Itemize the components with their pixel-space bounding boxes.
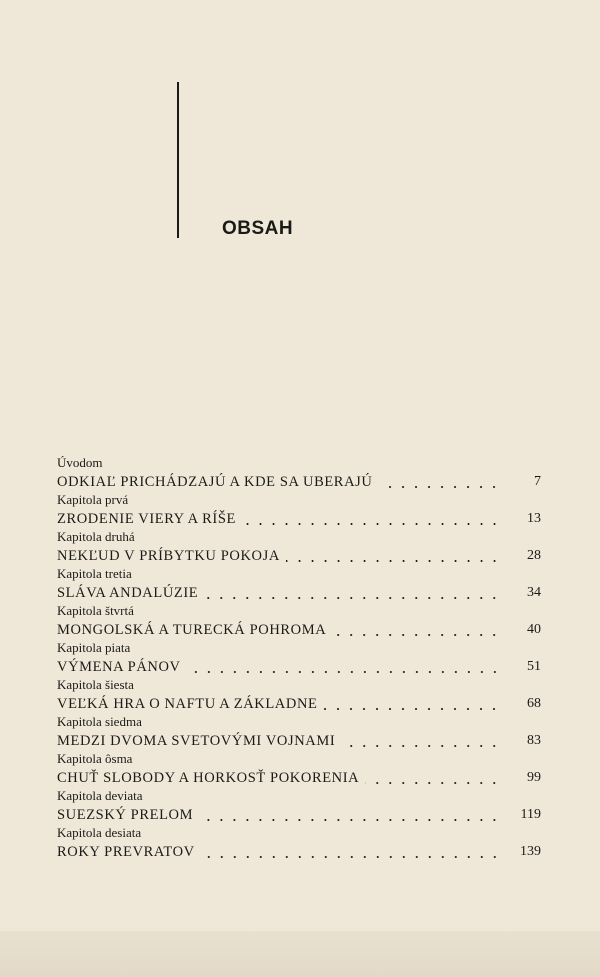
page-number: 119 bbox=[520, 807, 541, 822]
chapter-heading: VÝMENA PÁNOV bbox=[57, 659, 181, 675]
toc-line bbox=[57, 656, 541, 678]
toc-line bbox=[57, 619, 541, 641]
dot-leader bbox=[341, 745, 501, 747]
toc-line bbox=[57, 471, 541, 493]
chapter-label: Úvodom bbox=[57, 455, 103, 470]
chapter-heading: NEKĽUD V PRÍBYTKU POKOJA bbox=[57, 548, 280, 564]
page-number: 28 bbox=[527, 548, 541, 563]
toc-entry[interactable] bbox=[57, 455, 541, 492]
toc-line bbox=[57, 582, 541, 604]
dot-leader bbox=[201, 856, 501, 858]
page-number: 51 bbox=[527, 659, 541, 674]
chapter-heading: SLÁVA ANDALÚZIE bbox=[57, 585, 199, 601]
chapter-heading: CHUŤ SLOBODY A HORKOSŤ POKORENIA bbox=[57, 770, 360, 786]
toc-line bbox=[57, 508, 541, 530]
chapter-heading: MEDZI DVOMA SVETOVÝMI VOJNAMI bbox=[57, 733, 336, 749]
toc-line bbox=[57, 804, 541, 826]
chapter-label: Kapitola tretia bbox=[57, 566, 132, 581]
toc-entry[interactable] bbox=[57, 788, 541, 825]
chapter-heading: ZRODENIE VIERY A RÍŠE bbox=[57, 511, 236, 527]
toc-entry[interactable] bbox=[57, 603, 541, 640]
toc-line bbox=[57, 767, 541, 789]
chapter-label: Kapitola deviata bbox=[57, 788, 143, 803]
toc-entry[interactable] bbox=[57, 492, 541, 529]
chapter-heading: ODKIAĽ PRICHÁDZAJÚ A KDE SA UBERAJÚ bbox=[57, 474, 373, 490]
page-number: 7 bbox=[534, 474, 541, 489]
toc-entry[interactable] bbox=[57, 529, 541, 566]
toc-entry[interactable] bbox=[57, 640, 541, 677]
page-number: 40 bbox=[527, 622, 541, 637]
page-number: 139 bbox=[520, 844, 541, 859]
page-number: 34 bbox=[527, 585, 541, 600]
chapter-label: Kapitola ôsma bbox=[57, 751, 133, 766]
toc-entry[interactable] bbox=[57, 825, 541, 862]
page-number: 68 bbox=[527, 696, 541, 711]
toc-line bbox=[57, 841, 541, 863]
chapter-label: Kapitola šiesta bbox=[57, 677, 134, 692]
page-number: 83 bbox=[527, 733, 541, 748]
dot-leader bbox=[365, 782, 501, 784]
dot-leader bbox=[204, 597, 501, 599]
toc-line bbox=[57, 545, 541, 567]
chapter-label: Kapitola piata bbox=[57, 640, 131, 655]
dot-leader bbox=[199, 819, 501, 821]
toc-entry[interactable] bbox=[57, 751, 541, 788]
chapter-label: Kapitola štvrtá bbox=[57, 603, 134, 618]
chapter-heading: SUEZSKÝ PRELOM bbox=[57, 807, 194, 823]
toc-line bbox=[57, 693, 541, 715]
toc-entry[interactable] bbox=[57, 677, 541, 714]
chapter-label: Kapitola desiata bbox=[57, 825, 142, 840]
toc-entry[interactable] bbox=[57, 714, 541, 751]
chapter-heading: MONGOLSKÁ A TURECKÁ POHROMA bbox=[57, 622, 327, 638]
dot-leader bbox=[323, 708, 501, 710]
page-number: 13 bbox=[527, 511, 541, 526]
chapter-heading: VEĽKÁ HRA O NAFTU A ZÁKLADNE bbox=[57, 696, 318, 712]
toc-entry[interactable] bbox=[57, 566, 541, 603]
toc-line bbox=[57, 730, 541, 752]
vertical-rule bbox=[177, 82, 179, 238]
chapter-label: Kapitola druhá bbox=[57, 529, 135, 544]
page-title: OBSAH bbox=[222, 218, 294, 239]
chapter-label: Kapitola siedma bbox=[57, 714, 142, 729]
chapter-label: Kapitola prvá bbox=[57, 492, 129, 507]
page-bottom-edge bbox=[0, 931, 600, 977]
dot-leader bbox=[286, 560, 501, 562]
table-of-contents bbox=[57, 455, 541, 862]
chapter-heading: ROKY PREVRATOV bbox=[57, 844, 195, 860]
page-number: 99 bbox=[527, 770, 541, 785]
dot-leader bbox=[332, 634, 501, 636]
dot-leader bbox=[242, 523, 501, 525]
dot-leader bbox=[378, 486, 501, 488]
dot-leader bbox=[187, 671, 501, 673]
